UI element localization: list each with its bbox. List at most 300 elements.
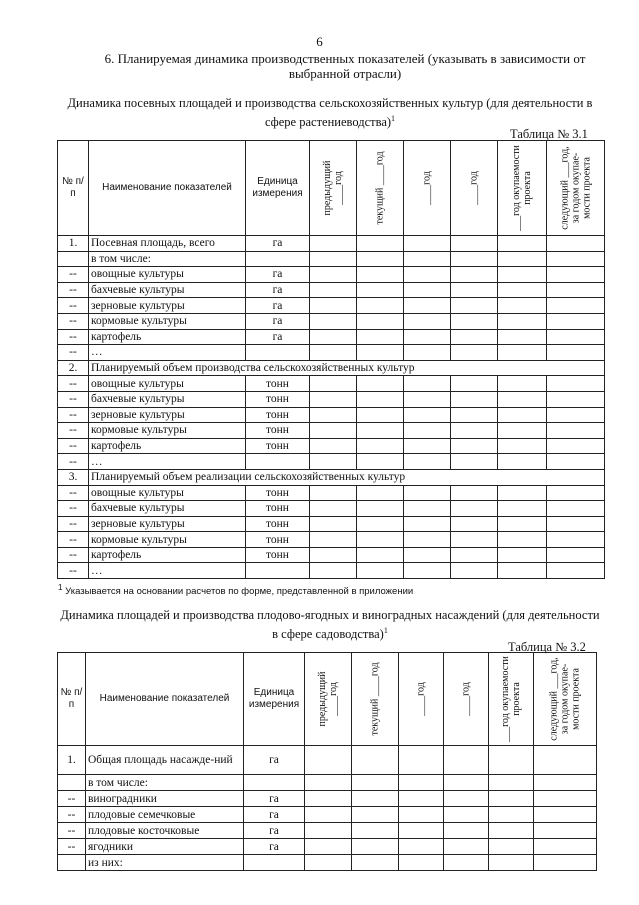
row-unit: га [246,236,310,252]
row-number: -- [58,807,86,823]
input-cell[interactable] [357,391,404,407]
row-unit [244,775,305,791]
input-cell[interactable] [498,329,547,345]
input-cell[interactable] [451,516,498,532]
table-row [58,547,605,563]
input-cell[interactable] [451,391,498,407]
input-cell[interactable] [451,251,498,267]
input-cell[interactable] [404,485,451,501]
input-cell[interactable] [310,345,357,361]
input-cell[interactable] [305,746,352,775]
input-cell[interactable] [357,516,404,532]
row-number [58,251,89,267]
row-number: -- [58,485,89,501]
header-row [58,141,605,236]
input-cell[interactable] [352,839,399,855]
row-number: -- [58,516,89,532]
input-cell[interactable] [310,532,357,548]
input-cell[interactable] [399,839,444,855]
header-year-4 [451,141,498,236]
row-unit: га [244,807,305,823]
header-year-3-text: ____год [415,682,427,716]
row-unit: га [246,313,310,329]
table-row [58,423,605,439]
row-name: в том числе: [89,251,246,267]
input-cell[interactable] [404,376,451,392]
row-name: ягодники [86,839,244,855]
input-cell[interactable] [310,547,357,563]
header-name: Наименование показателей [86,653,244,746]
row-name: … [89,454,246,470]
input-cell[interactable] [547,391,605,407]
input-cell[interactable] [489,791,534,807]
input-cell[interactable] [352,823,399,839]
input-cell[interactable] [352,791,399,807]
table-row [58,360,605,376]
table2-footnote-mark: 1 [383,626,388,635]
table-row [58,775,597,791]
input-cell[interactable] [444,807,489,823]
row-number: -- [58,313,89,329]
header-current-year-text: текущий ____год [374,151,386,225]
input-cell[interactable] [534,746,597,775]
row-unit: га [246,329,310,345]
input-cell[interactable] [498,438,547,454]
header-payback-year-wrap [498,142,546,235]
header-year-3-text: ____год [421,171,433,205]
input-cell[interactable] [310,313,357,329]
input-cell[interactable] [547,485,605,501]
input-cell[interactable] [451,376,498,392]
header-current-year-wrap [357,142,403,235]
row-unit: тонн [246,376,310,392]
table1-subtitle-text: Динамика посевных площадей и производства сельскохозяйственных культур (для деятельности в сфере растениеводства) [67,96,593,130]
header-unit: Единица измерения [246,141,310,236]
input-cell[interactable] [498,516,547,532]
row-number: -- [58,345,89,361]
input-cell[interactable] [310,563,357,579]
row-name: в том числе: [86,775,244,791]
input-cell[interactable] [357,236,404,252]
input-cell[interactable] [404,267,451,283]
input-cell[interactable] [404,438,451,454]
input-cell[interactable] [310,282,357,298]
footnote-mark: 1 [58,583,63,592]
row-number: 3. [58,469,89,485]
row-number: -- [58,267,89,283]
input-cell[interactable] [305,823,352,839]
row-unit: тонн [246,547,310,563]
row-unit: га [246,282,310,298]
input-cell[interactable] [399,775,444,791]
input-cell[interactable] [444,823,489,839]
row-name: бахчевые культуры [89,501,246,517]
table-row [58,454,605,470]
header-row [58,653,597,746]
input-cell[interactable] [310,438,357,454]
input-cell[interactable] [451,438,498,454]
row-name: зерновые культуры [89,298,246,314]
input-cell[interactable] [451,454,498,470]
input-cell[interactable] [305,775,352,791]
row-number: -- [58,329,89,345]
input-cell[interactable] [451,282,498,298]
table-row [58,855,597,871]
input-cell[interactable] [310,485,357,501]
row-unit: га [244,746,305,775]
input-cell[interactable] [547,282,605,298]
row-unit [246,345,310,361]
table-row [58,345,605,361]
input-cell[interactable] [305,855,352,871]
table-row [58,407,605,423]
row-name: кормовые культуры [89,423,246,439]
table-row [58,376,605,392]
row-name: кормовые культуры [89,532,246,548]
row-name: зерновые культуры [89,516,246,532]
input-cell[interactable] [357,345,404,361]
input-cell[interactable] [404,407,451,423]
input-cell[interactable] [498,485,547,501]
input-cell[interactable] [404,501,451,517]
input-cell[interactable] [489,775,534,791]
row-unit [246,454,310,470]
row-unit: га [244,839,305,855]
input-cell[interactable] [357,438,404,454]
input-cell[interactable] [357,423,404,439]
input-cell[interactable] [534,775,597,791]
input-cell[interactable] [404,345,451,361]
row-number: -- [58,438,89,454]
input-cell[interactable] [310,516,357,532]
input-cell[interactable] [404,298,451,314]
input-cell[interactable] [498,236,547,252]
input-cell[interactable] [357,563,404,579]
row-number: -- [58,423,89,439]
header-next-year [534,653,597,746]
row-number: -- [58,376,89,392]
input-cell[interactable] [310,407,357,423]
row-number: -- [58,839,86,855]
row-number: -- [58,454,89,470]
input-cell[interactable] [357,547,404,563]
table-3-1 [57,140,605,579]
row-name: овощные культуры [89,267,246,283]
header-prev-year-wrap [305,654,351,745]
input-cell[interactable] [404,251,451,267]
input-cell[interactable] [404,313,451,329]
row-unit [246,563,310,579]
row-unit [244,855,305,871]
row-unit [246,251,310,267]
input-cell[interactable] [498,407,547,423]
input-cell[interactable] [498,391,547,407]
input-cell[interactable] [498,298,547,314]
row-name: картофель [89,438,246,454]
input-cell[interactable] [404,516,451,532]
table1-caption: Таблица № 3.1 [510,127,588,141]
input-cell[interactable] [404,236,451,252]
row-number: 2. [58,360,89,376]
row-number: -- [58,282,89,298]
input-cell[interactable] [547,516,605,532]
input-cell[interactable] [404,391,451,407]
header-year-3 [404,141,451,236]
input-cell[interactable] [451,563,498,579]
input-cell[interactable] [357,376,404,392]
header-num: № п/п [58,653,86,746]
input-cell[interactable] [451,547,498,563]
row-name: картофель [89,329,246,345]
input-cell[interactable] [310,251,357,267]
input-cell[interactable] [352,807,399,823]
table-row [58,267,605,283]
header-current-year-text: текущий ____год [369,662,381,736]
input-cell[interactable] [547,563,605,579]
input-cell[interactable] [498,532,547,548]
header-payback-year-wrap [489,654,533,745]
header-year-3-wrap [404,142,450,235]
input-cell[interactable] [451,329,498,345]
input-cell[interactable] [534,791,597,807]
input-cell[interactable] [357,532,404,548]
input-cell[interactable] [404,532,451,548]
input-cell[interactable] [498,345,547,361]
input-cell[interactable] [451,313,498,329]
input-cell[interactable] [305,791,352,807]
table2-subtitle-text: Динамика площадей и производства плодово-ягодных и виноградных насаждений (для деятельности в сфере садоводства) [60,608,600,642]
input-cell[interactable] [444,775,489,791]
input-cell[interactable] [489,839,534,855]
page-number: 6 [316,34,323,49]
input-cell[interactable] [444,746,489,775]
input-cell[interactable] [310,501,357,517]
input-cell[interactable] [451,236,498,252]
table-row [58,532,605,548]
table-row [58,329,605,345]
input-cell[interactable] [310,391,357,407]
input-cell[interactable] [357,251,404,267]
input-cell[interactable] [498,563,547,579]
input-cell[interactable] [451,532,498,548]
header-payback-year-text: ___год окупаемости проекта [511,145,533,231]
input-cell[interactable] [547,251,605,267]
input-cell[interactable] [489,746,534,775]
row-number: -- [58,563,89,579]
input-cell[interactable] [357,407,404,423]
table-row [58,823,597,839]
input-cell[interactable] [451,501,498,517]
row-name: картофель [89,547,246,563]
header-year-3-wrap [399,654,443,745]
input-cell[interactable] [404,282,451,298]
row-unit: га [246,298,310,314]
header-year-4 [444,653,489,746]
input-cell[interactable] [451,267,498,283]
row-name: плодовые семечковые [86,807,244,823]
row-unit: га [244,823,305,839]
table-row [58,516,605,532]
input-cell[interactable] [498,251,547,267]
row-number: -- [58,501,89,517]
header-next-year-text: следующий ___год, за годом окупае-мости проекта [548,657,582,741]
table-row [58,501,605,517]
input-cell[interactable] [534,823,597,839]
row-number: -- [58,532,89,548]
input-cell[interactable] [444,791,489,807]
input-cell[interactable] [310,454,357,470]
input-cell[interactable] [547,267,605,283]
input-cell[interactable] [451,298,498,314]
header-next-year [547,141,605,236]
row-name: овощные культуры [89,376,246,392]
row-name: кормовые культуры [89,313,246,329]
row-number: -- [58,391,89,407]
input-cell[interactable] [352,746,399,775]
header-prev-year [310,141,357,236]
input-cell[interactable] [357,329,404,345]
input-cell[interactable] [305,807,352,823]
header-year-3 [399,653,444,746]
input-cell[interactable] [498,313,547,329]
header-prev-year-text: предыдущий ____год [322,160,344,216]
input-cell[interactable] [498,267,547,283]
header-num: № п/п [58,141,89,236]
footnote [58,583,413,597]
table1-subtitle [60,96,600,130]
input-cell[interactable] [534,855,597,871]
input-cell[interactable] [547,423,605,439]
input-cell[interactable] [399,807,444,823]
header-current-year-wrap [352,654,398,745]
input-cell[interactable] [404,329,451,345]
row-name: зерновые культуры [89,407,246,423]
input-cell[interactable] [357,501,404,517]
input-cell[interactable] [310,376,357,392]
input-cell[interactable] [352,855,399,871]
input-cell[interactable] [489,855,534,871]
row-name: овощные культуры [89,485,246,501]
input-cell[interactable] [399,823,444,839]
input-cell[interactable] [547,547,605,563]
input-cell[interactable] [310,298,357,314]
input-cell[interactable] [547,532,605,548]
input-cell[interactable] [498,282,547,298]
input-cell[interactable] [498,454,547,470]
input-cell[interactable] [547,236,605,252]
input-cell[interactable] [444,855,489,871]
table-row [58,313,605,329]
table-row [58,746,597,775]
input-cell[interactable] [547,298,605,314]
row-number: -- [58,407,89,423]
input-cell[interactable] [310,423,357,439]
header-current-year [352,653,399,746]
row-name: виноградники [86,791,244,807]
row-number [58,855,86,871]
row-number: -- [58,823,86,839]
header-payback-year [498,141,547,236]
input-cell[interactable] [310,236,357,252]
row-unit: тонн [246,501,310,517]
input-cell[interactable] [451,485,498,501]
input-cell[interactable] [547,454,605,470]
row-name: … [89,563,246,579]
input-cell[interactable] [498,423,547,439]
input-cell[interactable] [547,501,605,517]
row-section-title: Планируемый объем производства сельскохозяйственных культур [89,360,605,376]
input-cell[interactable] [498,376,547,392]
input-cell[interactable] [352,775,399,791]
input-cell[interactable] [404,547,451,563]
input-cell[interactable] [489,823,534,839]
table-row [58,298,605,314]
input-cell[interactable] [357,485,404,501]
header-prev-year-text: предыдущий ____год [317,671,339,727]
input-cell[interactable] [451,423,498,439]
row-name: из них: [86,855,244,871]
input-cell[interactable] [547,345,605,361]
row-unit: тонн [246,485,310,501]
input-cell[interactable] [534,807,597,823]
input-cell[interactable] [310,267,357,283]
input-cell[interactable] [451,407,498,423]
input-cell[interactable] [451,345,498,361]
input-cell[interactable] [404,423,451,439]
input-cell[interactable] [547,313,605,329]
input-cell[interactable] [547,438,605,454]
section-heading: 6. Планируемая динамика производственных показателей (указывать в зависимости от выбранной отрасли) [104,51,586,81]
header-year-4-wrap [451,142,497,235]
input-cell[interactable] [498,547,547,563]
row-number: -- [58,791,86,807]
header-payback-year-text: ___год окупаемости проекта [500,656,522,742]
table-row [58,807,597,823]
input-cell[interactable] [399,791,444,807]
input-cell[interactable] [404,563,451,579]
input-cell[interactable] [357,267,404,283]
input-cell[interactable] [357,282,404,298]
input-cell[interactable] [489,807,534,823]
input-cell[interactable] [404,454,451,470]
header-year-4-text: ____год [460,682,472,716]
input-cell[interactable] [310,329,357,345]
row-section-title: Планируемый объем реализации сельскохозяйственных культур [89,469,605,485]
table-row [58,563,605,579]
row-number: 1. [58,236,89,252]
input-cell[interactable] [357,313,404,329]
table-row [58,236,605,252]
input-cell[interactable] [444,839,489,855]
row-unit: га [244,791,305,807]
input-cell[interactable] [534,839,597,855]
table-row [58,391,605,407]
row-number [58,775,86,791]
input-cell[interactable] [547,407,605,423]
header-current-year [357,141,404,236]
input-cell[interactable] [399,855,444,871]
row-unit: тонн [246,438,310,454]
input-cell[interactable] [547,329,605,345]
input-cell[interactable] [357,298,404,314]
input-cell[interactable] [357,454,404,470]
input-cell[interactable] [498,501,547,517]
row-number: -- [58,298,89,314]
input-cell[interactable] [547,376,605,392]
input-cell[interactable] [399,746,444,775]
input-cell[interactable] [305,839,352,855]
table-row [58,251,605,267]
